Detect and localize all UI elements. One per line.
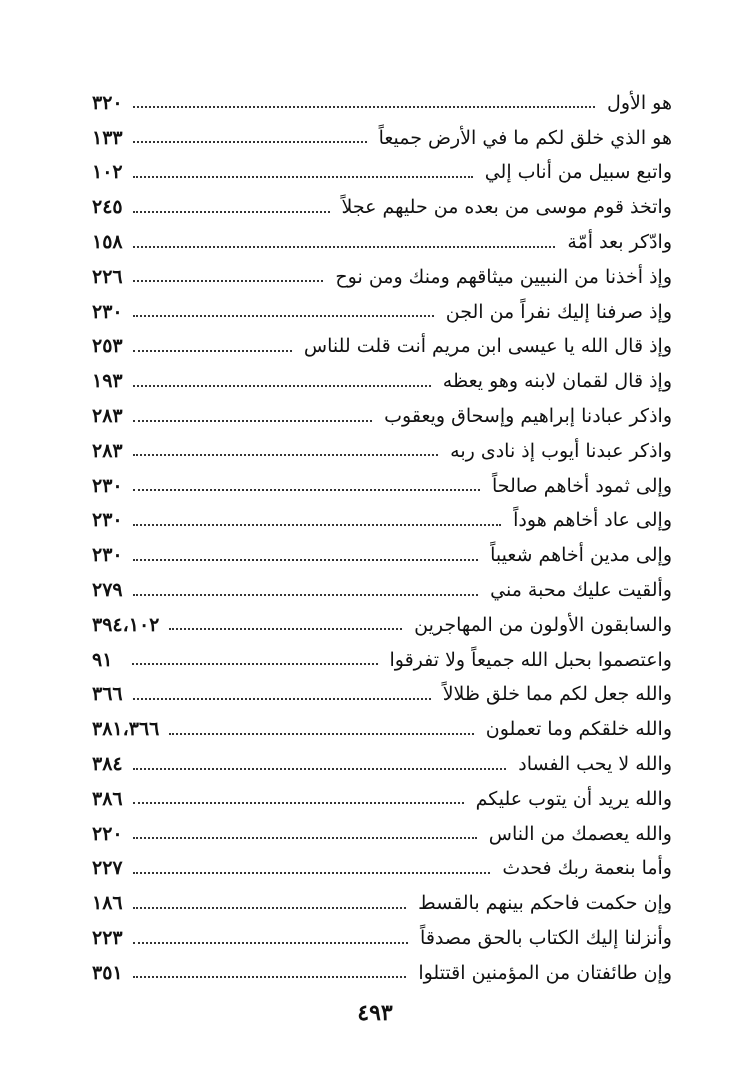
dot-leader	[132, 663, 378, 665]
index-entry	[92, 712, 672, 747]
entry-title: والله يريد أن يتوب عليكم	[475, 787, 672, 810]
dot-leader	[133, 559, 478, 561]
entry-title: وإلى مدين أخاهم شعيباً	[490, 544, 672, 567]
entry-pages: ٣٥١	[92, 961, 123, 984]
entry-pages: ٣٨٤	[92, 753, 123, 776]
index-entry	[92, 573, 672, 608]
entry-title: وإن طائفتان من المؤمنين اقتتلوا	[418, 961, 672, 984]
entry-title: وألقيت عليك محبة مني	[490, 579, 672, 602]
entry-title: واتبع سبيل من أناب إلي	[484, 161, 672, 184]
entry-title: هو الأول	[607, 91, 672, 114]
dot-leader	[133, 976, 407, 978]
index-entry	[92, 886, 672, 921]
dot-leader	[133, 106, 595, 108]
index-entry	[92, 86, 672, 121]
entry-title: وإذ قال الله يا عيسى ابن مريم أنت قلت للناس	[303, 335, 672, 358]
index-entry	[92, 852, 672, 887]
entry-pages: ٣٨١،٣٦٦	[92, 718, 160, 741]
dot-leader	[133, 176, 473, 178]
entry-pages: ٢٨٣	[92, 405, 123, 428]
entry-title: وأنزلنا إليك الكتاب بالحق مصدقاً	[420, 927, 672, 950]
index-entry	[92, 747, 672, 782]
entry-pages: ٢٤٥	[92, 196, 123, 219]
dot-leader	[133, 768, 507, 770]
entry-pages: ٢٢٣	[92, 927, 123, 950]
dot-leader	[133, 350, 292, 352]
entry-title: وادّكر بعد أمّة	[567, 231, 672, 254]
dot-leader	[133, 420, 373, 422]
index-entry	[92, 678, 672, 713]
entry-title: والله يعصمك من الناس	[488, 822, 672, 845]
entry-pages: ٢٣٠	[92, 544, 123, 567]
index-entry	[92, 538, 672, 573]
index-entry	[92, 295, 672, 330]
dot-leader	[133, 698, 431, 700]
entry-pages: ٣٢٠	[92, 91, 123, 114]
dot-leader	[133, 837, 477, 839]
index-entry	[92, 469, 672, 504]
dot-leader	[133, 385, 431, 387]
index-entry	[92, 330, 672, 365]
entry-title: واذكر عبدنا أيوب إذ نادى ربه	[450, 439, 672, 462]
entry-pages: ٢٨٣	[92, 439, 123, 462]
entry-title: وإذ صرفنا إليك نفراً من الجن	[445, 300, 672, 323]
entry-pages: ٢٣٠	[92, 474, 123, 497]
entry-pages: ٢٢٧	[92, 857, 123, 880]
index-entry	[92, 643, 672, 678]
entry-pages: ٢٢٦	[92, 265, 123, 288]
entry-pages: ١٨٦	[92, 892, 123, 915]
entry-pages: ١٣٣	[92, 126, 123, 149]
entry-pages: ٢٧٩	[92, 579, 123, 602]
entry-title: وإذ أخذنا من النبيين ميثاقهم ومنك ومن نوح	[335, 265, 672, 288]
entry-title: وأما بنعمة ربك فحدث	[502, 857, 672, 880]
dot-leader	[133, 141, 367, 143]
index-entry	[92, 434, 672, 469]
index-entry	[92, 921, 672, 956]
entry-pages: ١٥٨	[92, 231, 123, 254]
entry-title: وإلى ثمود أخاهم صالحاً	[492, 474, 672, 497]
entry-pages: ٣٦٦	[92, 683, 123, 706]
dot-leader	[169, 733, 473, 735]
dot-leader	[133, 246, 556, 248]
index-entry	[92, 956, 672, 991]
entry-pages: ١٩٣	[92, 370, 123, 393]
dot-leader	[133, 872, 491, 874]
entry-title: وإن حكمت فاحكم بينهم بالقسط	[418, 892, 672, 915]
entry-title: واتخذ قوم موسى من بعده من حليهم عجلاً	[341, 196, 672, 219]
entry-title: وإذ قال لقمان لابنه وهو يعظه	[442, 370, 672, 393]
page-number: ٤٩٣	[357, 1000, 393, 1026]
entry-pages: ٢٥٣	[92, 335, 123, 358]
index-entry	[92, 260, 672, 295]
index-list	[92, 86, 672, 991]
entry-pages: ٢٣٠	[92, 300, 123, 323]
dot-leader	[133, 454, 439, 456]
entry-title: وإلى عاد أخاهم هوداً	[513, 509, 672, 532]
dot-leader	[133, 315, 434, 317]
index-entry	[92, 190, 672, 225]
dot-leader	[133, 524, 502, 526]
entry-title: واعتصموا بحبل الله جميعاً ولا تفرقوا	[389, 648, 672, 671]
index-entry	[92, 782, 672, 817]
entry-title: والله خلقكم وما تعملون	[485, 718, 672, 741]
dot-leader	[133, 907, 407, 909]
index-entry	[92, 121, 672, 156]
dot-leader	[133, 211, 330, 213]
dot-leader	[133, 942, 408, 944]
dot-leader	[169, 628, 402, 630]
entry-pages: ٣٩٤،١٠٢	[92, 613, 160, 636]
entry-pages: ٣٨٦	[92, 787, 123, 810]
index-entry	[92, 608, 672, 643]
index-entry	[92, 399, 672, 434]
entry-title: هو الذي خلق لكم ما في الأرض جميعاً	[378, 126, 672, 149]
dot-leader	[133, 280, 324, 282]
entry-pages: ١٠٢	[92, 161, 123, 184]
index-entry	[92, 225, 672, 260]
index-entry	[92, 364, 672, 399]
index-entry	[92, 817, 672, 852]
dot-leader	[133, 802, 464, 804]
index-entry	[92, 504, 672, 539]
entry-title: واذكر عبادنا إبراهيم وإسحاق ويعقوب	[384, 405, 672, 428]
entry-title: والسابقون الأولون من المهاجرين	[414, 613, 672, 636]
entry-pages: ٩١	[92, 648, 113, 671]
entry-pages: ٢٣٠	[92, 509, 123, 532]
entry-title: والله جعل لكم مما خلق ظلالاً	[442, 683, 672, 706]
entry-title: والله لا يحب الفساد	[518, 753, 672, 776]
dot-leader	[133, 594, 479, 596]
entry-pages: ٢٢٠	[92, 822, 123, 845]
dot-leader	[133, 489, 480, 491]
index-entry	[92, 156, 672, 191]
